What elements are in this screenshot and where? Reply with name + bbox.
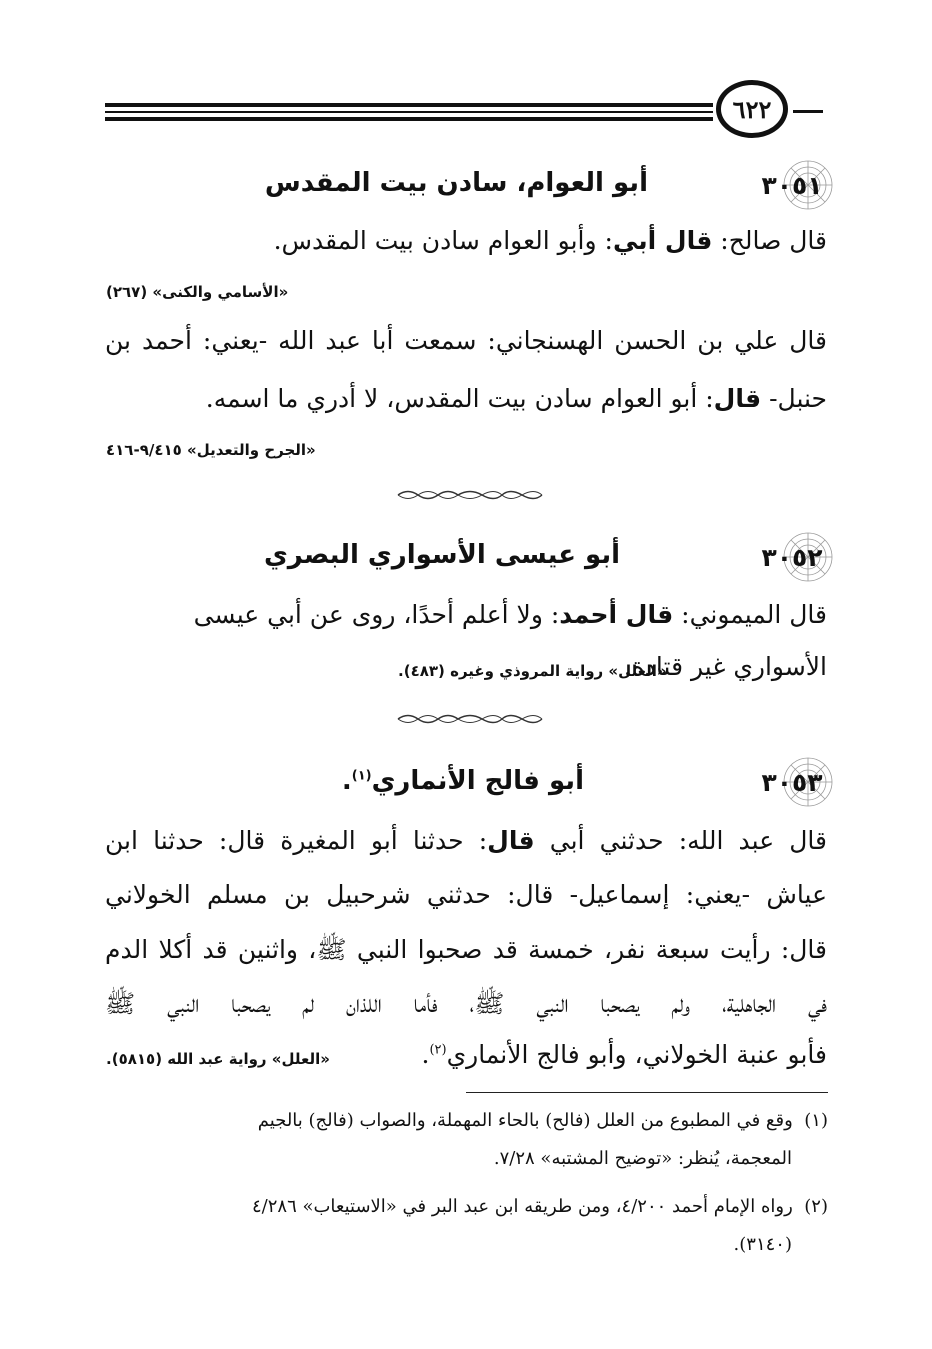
entry-paragraph: قال الميموني: قال أحمد: ولا أعلم أحدًا، روى عن أبي عيسى [193, 600, 827, 629]
source-citation: «الأسامي والكنى» (٢٦٧) [106, 283, 289, 301]
entry-number: ٣٠٥٢ [761, 542, 823, 572]
entry-number: ٣٠٥٣ [761, 767, 823, 797]
page-number: ٦٢٢ [716, 80, 788, 138]
entry-paragraph: قال علي بن الحسن الهسنجاني: سمعت أبا عبد الله -يعني: أحمد بن [105, 326, 827, 355]
footnote-marker: (٢) [804, 1196, 828, 1217]
footnote-separator [466, 1092, 828, 1093]
section-divider-ornament [396, 712, 544, 726]
entry-title: أبو فالج الأنماري$^{(١)}$. [341, 766, 584, 796]
entry-paragraph: في الجاهلية، ولم يصحبا النبي ﷺ، فأما اللذان لم يصحبا النبي ﷺ [105, 989, 827, 1018]
entry-paragraph: قال: رأيت سبعة نفر، خمسة قد صحبوا النبي ﷺ، واثنين قد أكلا الدم [105, 935, 827, 964]
footnote: (٢) رواه الإمام أحمد ٤/٢٠٠، ومن طريقه ابن عبد البر في «الاستيعاب» ٤/٢٨٦ [252, 1196, 828, 1217]
header-rule [105, 111, 713, 113]
entry-paragraph: حنبل- قال: أبو العوام سادن بيت المقدس، لا أدري ما اسمه. [205, 384, 827, 413]
footnote-marker: (١) [804, 1110, 828, 1131]
entry-paragraph: قال صالح: قال أبي: وأبو العوام سادن بيت المقدس. [273, 226, 827, 255]
entry-paragraph: فأبو عنبة الخولاني، وأبو فالج الأنماري$^{(٢)}$. [421, 1040, 827, 1069]
source-citation: «العلل» رواية عبد الله (٥٨١٥). [106, 1050, 330, 1068]
section-divider-ornament [396, 488, 544, 502]
entry-number: ٣٠٥١ [761, 170, 823, 200]
source-citation: «الجرح والتعديل» ٩/٤١٥-٤١٦ [106, 441, 316, 459]
footnote: المعجمة، يُنظر: «توضيح المشتبه» ٧/٢٨. [493, 1148, 792, 1169]
entry-title: أبو عيسى الأسواري البصري [263, 540, 620, 570]
entry-paragraph: قال عبد الله: حدثني أبي قال: حدثنا أبو المغيرة قال: حدثنا ابن [105, 826, 828, 855]
header-rule [105, 103, 713, 107]
entry-title: أبو العوام، سادن بيت المقدس [264, 168, 648, 198]
entry-number-badge [742, 527, 842, 587]
footnote-ref[interactable]: (٢) [429, 1042, 447, 1058]
footnote: (٣١٤٠). [733, 1234, 792, 1255]
footnote-ref[interactable]: (١) [351, 768, 372, 784]
entry-paragraph: الأسواري غير قتادة. [623, 652, 827, 681]
entry-number-badge [742, 752, 842, 812]
entry-paragraph: عياش -يعني: إسماعيل- قال: حدثني شرحبيل بن مسلم الخولاني [105, 880, 827, 909]
header-rule [105, 117, 713, 121]
entry-number-badge [742, 155, 842, 215]
footnote: (١) وقع في المطبوع من العلل (فالح) بالحاء المهملة، والصواب (فالج) بالجيم [257, 1110, 828, 1131]
header-rule-tail [793, 110, 823, 113]
source-citation: «العلل» رواية المروذي وغيره (٤٨٣). [398, 662, 667, 680]
